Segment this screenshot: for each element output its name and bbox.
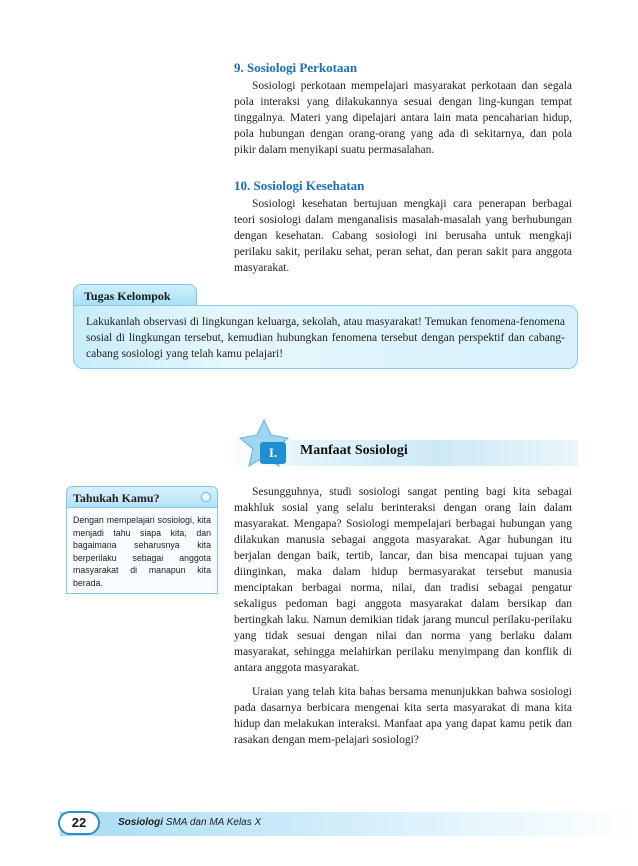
section-i-paragraph-2: Uraian yang telah kita bahas bersama menunjukkan bahwa sosiologi pada dasarnya berbicara mengenai kita serta masyarakat di mana kita hidup dan melakukan interaksi. Manfaat apa yang dapat kamu petik dan rasakan dengan mem-pelajari sosiologi? (234, 686, 572, 746)
section-10-title: 10. Sosiologi Kesehatan (234, 178, 365, 193)
tahukah-kamu-label: Tahukah Kamu? (66, 486, 218, 508)
section-10-body: Sosiologi kesehatan bertujuan mengkaji cara penerapan berbagai teori sosiologi dalam menganalisis masalah-masalah yang berhubungan dengan kesehatan. Cabang sosiologi ini berusaha untuk mengkaji perilaku sakit, perilaku sehat, peran sehat, dan peran sakit para anggota masyarakat. (234, 198, 572, 274)
page-number: 22 (58, 811, 100, 835)
tahukah-kamu-body: Dengan mempelajari sosiologi, kita menjadi tahu siapa kita, dan bagaimana seharusnya kita berperilaku sebagai anggota masyarakat di manapun kita berada. (66, 508, 218, 594)
section-i-title: Manfaat Sosiologi (300, 443, 408, 458)
info-dot-icon (200, 491, 212, 503)
tugas-kelompok-label: Tugas Kelompok (73, 284, 197, 306)
tugas-kelompok-body: Lakukanlah observasi di lingkungan keluarga, sekolah, atau masyarakat! Temukan fenomena-fenomena sosial di lingkungan tersebut, kemudian hubungkan fenomena tersebut dengan perspektif dan cabang-cabang sosiologi yang telah kamu pelajari! (86, 316, 565, 360)
tugas-kelompok-box (73, 305, 578, 369)
section-9-body: Sosiologi perkotaan mempelajari masyarakat perkotaan dan segala pola interaksi yang dilakukannya sesuai dengan ling-kungan tempat tinggalnya. Materi yang dipelajari antara lain mata pencaharian hidup, pola hubungan dengan orang-orang yang ada di sekitarnya, dan pola pikir dalam menyikapi suatu permasalahan. (234, 80, 572, 156)
footer-book-title: Sosiologi SMA dan MA Kelas X (118, 817, 262, 828)
section-9-title: 9. Sosiologi Perkotaan (234, 60, 358, 75)
section-i-number: I. (260, 442, 286, 464)
section-i-paragraph-1: Sesungguhnya, studi sosiologi sangat penting bagi kita sebagai makhluk sosial yang selalu berinteraksi dengan orang lain dalam masyarakat. Mengapa? Sosiologi mempelajari berbagai hubungan yang dilakukan manusia sebagai anggota masyarakat. Agar hubungan itu berjalan dengan baik, tertib, lancar, dan bisa mencapai tujuan yang diinginkan, maka dalam hidup bermasyarakat tersebut manusia menciptakan berbagai norma, nilai, dan tradisi sebagai pengatur sekaligus pedoman bagi anggota masyarakat dalam bersikap dan bertingkah laku. Namun demikian tidak jarang muncul perilaku-perilaku yang tidak sesuai dengan nilai dan norma yang berlaku dalam masyarakat, sehingga melahirkan perilaku menyimpang dan konflik di antara anggota masyarakat. (234, 486, 572, 674)
